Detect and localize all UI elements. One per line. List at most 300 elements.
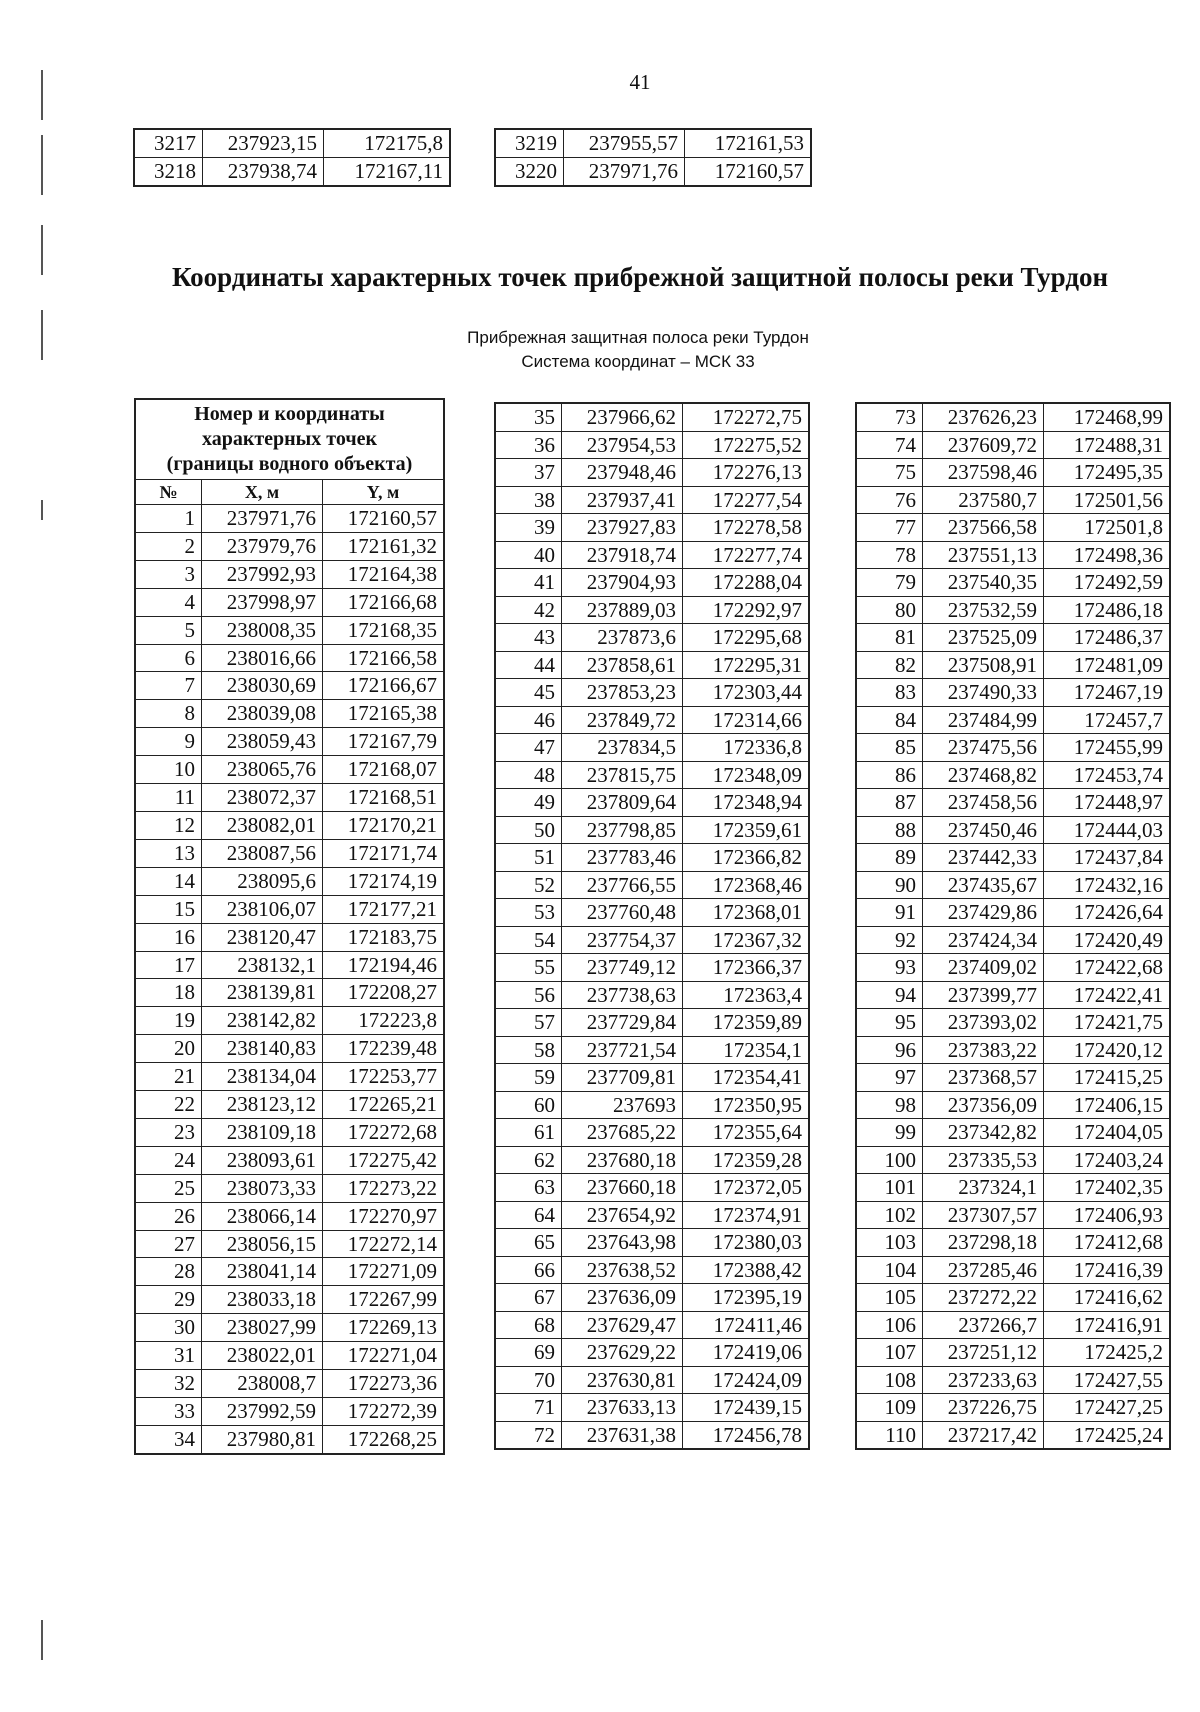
y-coordinate: 172366,37	[683, 954, 810, 982]
x-coordinate: 237458,56	[923, 789, 1044, 817]
x-coordinate: 237834,5	[562, 734, 683, 762]
y-coordinate: 172165,38	[323, 700, 445, 728]
table-row	[495, 1091, 809, 1119]
point-number: 104	[856, 1256, 923, 1284]
table-row	[495, 789, 809, 817]
x-coordinate: 238134,04	[202, 1063, 323, 1091]
point-number: 70	[495, 1366, 562, 1394]
x-coordinate: 237233,63	[923, 1366, 1044, 1394]
x-coordinate: 238106,07	[202, 895, 323, 923]
table-row	[495, 981, 809, 1009]
x-coordinate: 238139,81	[202, 979, 323, 1007]
x-coordinate: 237966,62	[562, 403, 683, 431]
table-row	[495, 1146, 809, 1174]
x-coordinate: 237551,13	[923, 541, 1044, 569]
y-coordinate: 172422,68	[1044, 954, 1171, 982]
subtitle-coordinate-system: Система координат – МСК 33	[521, 352, 755, 371]
point-number: 82	[856, 651, 923, 679]
point-number: 94	[856, 981, 923, 1009]
x-coordinate: 237298,18	[923, 1229, 1044, 1257]
y-coordinate: 172166,67	[323, 672, 445, 700]
point-number: 31	[135, 1342, 202, 1370]
x-coordinate: 237643,98	[562, 1229, 683, 1257]
y-coordinate: 172424,09	[683, 1366, 810, 1394]
table-row	[856, 1339, 1170, 1367]
table-row	[495, 486, 809, 514]
table-row	[856, 1174, 1170, 1202]
x-coordinate: 237638,52	[562, 1256, 683, 1284]
y-coordinate: 172419,06	[683, 1339, 810, 1367]
x-coordinate: 238033,18	[202, 1286, 323, 1314]
table-row	[856, 459, 1170, 487]
table-header-row	[135, 399, 444, 480]
x-coordinate: 238120,47	[202, 923, 323, 951]
y-coordinate: 172481,09	[1044, 651, 1171, 679]
y-coordinate: 172406,15	[1044, 1091, 1171, 1119]
y-coordinate: 172426,64	[1044, 899, 1171, 927]
y-coordinate: 172415,25	[1044, 1064, 1171, 1092]
point-number: 103	[856, 1229, 923, 1257]
y-coordinate: 172171,74	[323, 839, 445, 867]
point-number: 49	[495, 789, 562, 817]
y-coordinate: 172359,28	[683, 1146, 810, 1174]
y-coordinate: 172271,04	[323, 1342, 445, 1370]
table-row	[856, 1311, 1170, 1339]
y-coordinate: 172177,21	[323, 895, 445, 923]
x-coordinate: 237630,81	[562, 1366, 683, 1394]
margin-line	[41, 310, 43, 360]
table-row	[135, 1202, 444, 1230]
y-coordinate: 172374,91	[683, 1201, 810, 1229]
point-number: 6	[135, 644, 202, 672]
x-coordinate: 237738,63	[562, 981, 683, 1009]
table-row	[856, 431, 1170, 459]
point-number: 106	[856, 1311, 923, 1339]
y-coordinate: 172368,01	[683, 899, 810, 927]
x-coordinate: 237954,53	[562, 431, 683, 459]
x-coordinate: 237955,57	[564, 129, 685, 158]
table-row	[135, 1258, 444, 1286]
point-number: 53	[495, 899, 562, 927]
y-coordinate: 172444,03	[1044, 816, 1171, 844]
table-row	[856, 403, 1170, 431]
table-row	[856, 1284, 1170, 1312]
table-row	[135, 839, 444, 867]
point-number: 3218	[134, 158, 203, 187]
x-coordinate: 237815,75	[562, 761, 683, 789]
y-coordinate: 172412,68	[1044, 1229, 1171, 1257]
table-header-title	[135, 399, 444, 480]
y-coordinate: 172272,14	[323, 1230, 445, 1258]
table-row	[495, 1394, 809, 1422]
point-number: 72	[495, 1421, 562, 1449]
table-row	[135, 616, 444, 644]
table-row	[495, 514, 809, 542]
table-row	[495, 1421, 809, 1449]
x-coordinate: 237580,7	[923, 486, 1044, 514]
table-row	[495, 871, 809, 899]
y-coordinate: 172278,58	[683, 514, 810, 542]
table-row	[856, 1119, 1170, 1147]
x-coordinate: 238041,14	[202, 1258, 323, 1286]
y-coordinate: 172167,79	[323, 728, 445, 756]
point-number: 39	[495, 514, 562, 542]
point-number: 18	[135, 979, 202, 1007]
y-coordinate: 172457,7	[1044, 706, 1171, 734]
x-coordinate: 238109,18	[202, 1118, 323, 1146]
table-row	[135, 700, 444, 728]
y-coordinate: 172420,12	[1044, 1036, 1171, 1064]
point-number: 76	[856, 486, 923, 514]
x-coordinate: 237654,92	[562, 1201, 683, 1229]
x-coordinate: 238093,61	[202, 1146, 323, 1174]
table-row	[495, 1119, 809, 1147]
point-number: 69	[495, 1339, 562, 1367]
x-coordinate: 238142,82	[202, 1007, 323, 1035]
x-coordinate: 237923,15	[203, 129, 324, 158]
point-number: 58	[495, 1036, 562, 1064]
x-coordinate: 237858,61	[562, 651, 683, 679]
table-row	[856, 844, 1170, 872]
x-coordinate: 237266,7	[923, 1311, 1044, 1339]
point-number: 54	[495, 926, 562, 954]
table-row	[135, 728, 444, 756]
y-coordinate: 172272,39	[323, 1398, 445, 1426]
x-coordinate: 237393,02	[923, 1009, 1044, 1037]
y-coordinate: 172501,56	[1044, 486, 1171, 514]
y-coordinate: 172420,49	[1044, 926, 1171, 954]
point-number: 3	[135, 560, 202, 588]
x-coordinate: 237356,09	[923, 1091, 1044, 1119]
table-row	[856, 1201, 1170, 1229]
y-coordinate: 172183,75	[323, 923, 445, 951]
point-number: 91	[856, 899, 923, 927]
y-coordinate: 172194,46	[323, 951, 445, 979]
table-row	[135, 672, 444, 700]
margin-line	[41, 500, 43, 520]
y-coordinate: 172348,94	[683, 789, 810, 817]
x-coordinate: 237435,67	[923, 871, 1044, 899]
y-coordinate: 172422,41	[1044, 981, 1171, 1009]
point-number: 13	[135, 839, 202, 867]
point-number: 102	[856, 1201, 923, 1229]
table-row	[135, 1091, 444, 1119]
x-coordinate: 237307,57	[923, 1201, 1044, 1229]
x-coordinate: 237540,35	[923, 569, 1044, 597]
y-coordinate: 172168,51	[323, 784, 445, 812]
y-coordinate: 172175,8	[324, 129, 451, 158]
table-row	[495, 706, 809, 734]
y-coordinate: 172166,58	[323, 644, 445, 672]
point-number: 36	[495, 431, 562, 459]
point-number: 100	[856, 1146, 923, 1174]
y-coordinate: 172268,25	[323, 1425, 445, 1453]
y-coordinate: 172253,77	[323, 1063, 445, 1091]
document-title: Координаты характерных точек прибрежной защитной полосы реки Турдон	[171, 262, 1109, 292]
table-row	[135, 1174, 444, 1202]
y-coordinate: 172265,21	[323, 1091, 445, 1119]
point-number: 21	[135, 1063, 202, 1091]
y-coordinate: 172367,32	[683, 926, 810, 954]
point-number: 77	[856, 514, 923, 542]
coordinates-table-2	[494, 402, 810, 1450]
table-row	[495, 1311, 809, 1339]
x-coordinate: 238008,35	[202, 616, 323, 644]
point-number: 40	[495, 541, 562, 569]
x-coordinate: 237566,58	[923, 514, 1044, 542]
table-row	[135, 756, 444, 784]
point-number: 37	[495, 459, 562, 487]
x-coordinate: 237766,55	[562, 871, 683, 899]
x-coordinate: 237798,85	[562, 816, 683, 844]
x-coordinate: 237685,22	[562, 1119, 683, 1147]
point-number: 51	[495, 844, 562, 872]
y-coordinate: 172427,55	[1044, 1366, 1171, 1394]
x-coordinate: 238132,1	[202, 951, 323, 979]
table-row	[135, 951, 444, 979]
header-line-1: Номер и координаты	[194, 403, 385, 425]
x-coordinate: 237971,76	[564, 158, 685, 187]
table-row	[856, 1394, 1170, 1422]
table-row	[856, 486, 1170, 514]
point-number: 107	[856, 1339, 923, 1367]
y-coordinate: 172439,15	[683, 1394, 810, 1422]
point-number: 52	[495, 871, 562, 899]
x-coordinate: 238066,14	[202, 1202, 323, 1230]
y-coordinate: 172272,75	[683, 403, 810, 431]
table-row	[135, 532, 444, 560]
table-row	[135, 1286, 444, 1314]
table-row	[495, 1201, 809, 1229]
point-number: 81	[856, 624, 923, 652]
point-number: 98	[856, 1091, 923, 1119]
column-header-y: Y, м	[323, 480, 445, 505]
table-row	[495, 679, 809, 707]
table-row	[856, 789, 1170, 817]
y-coordinate: 172314,66	[683, 706, 810, 734]
x-coordinate: 237532,59	[923, 596, 1044, 624]
table-row	[135, 1230, 444, 1258]
point-number: 93	[856, 954, 923, 982]
y-coordinate: 172486,37	[1044, 624, 1171, 652]
x-coordinate: 237409,02	[923, 954, 1044, 982]
y-coordinate: 172404,05	[1044, 1119, 1171, 1147]
y-coordinate: 172348,09	[683, 761, 810, 789]
y-coordinate: 172167,11	[324, 158, 451, 187]
point-number: 108	[856, 1366, 923, 1394]
table-row	[135, 923, 444, 951]
y-coordinate: 172492,59	[1044, 569, 1171, 597]
x-coordinate: 237783,46	[562, 844, 683, 872]
table-row	[495, 1229, 809, 1257]
table-row	[495, 954, 809, 982]
y-coordinate: 172406,93	[1044, 1201, 1171, 1229]
point-number: 59	[495, 1064, 562, 1092]
point-number: 47	[495, 734, 562, 762]
point-number: 48	[495, 761, 562, 789]
table-row	[495, 431, 809, 459]
point-number: 30	[135, 1314, 202, 1342]
x-coordinate: 238008,7	[202, 1370, 323, 1398]
x-coordinate: 237680,18	[562, 1146, 683, 1174]
point-number: 12	[135, 811, 202, 839]
table-row	[856, 734, 1170, 762]
x-coordinate: 238140,83	[202, 1035, 323, 1063]
table-row	[856, 1146, 1170, 1174]
point-number: 19	[135, 1007, 202, 1035]
table-row	[495, 926, 809, 954]
y-coordinate: 172350,95	[683, 1091, 810, 1119]
table-row	[856, 1009, 1170, 1037]
x-coordinate: 237342,82	[923, 1119, 1044, 1147]
point-number: 7	[135, 672, 202, 700]
point-number: 35	[495, 403, 562, 431]
table-row	[856, 706, 1170, 734]
x-coordinate: 237226,75	[923, 1394, 1044, 1422]
point-number: 24	[135, 1146, 202, 1174]
y-coordinate: 172239,48	[323, 1035, 445, 1063]
y-coordinate: 172372,05	[683, 1174, 810, 1202]
table-row	[856, 1256, 1170, 1284]
x-coordinate: 237251,12	[923, 1339, 1044, 1367]
x-coordinate: 237324,1	[923, 1174, 1044, 1202]
x-coordinate: 237889,03	[562, 596, 683, 624]
x-coordinate: 237272,22	[923, 1284, 1044, 1312]
y-coordinate: 172166,68	[323, 588, 445, 616]
table-row	[856, 926, 1170, 954]
table-row	[495, 624, 809, 652]
x-coordinate: 237468,82	[923, 761, 1044, 789]
point-number: 26	[135, 1202, 202, 1230]
point-number: 90	[856, 871, 923, 899]
point-number: 57	[495, 1009, 562, 1037]
point-number: 44	[495, 651, 562, 679]
point-number: 25	[135, 1174, 202, 1202]
y-coordinate: 172275,52	[683, 431, 810, 459]
point-number: 99	[856, 1119, 923, 1147]
y-coordinate: 172271,09	[323, 1258, 445, 1286]
point-number: 14	[135, 867, 202, 895]
point-number: 29	[135, 1286, 202, 1314]
y-coordinate: 172403,24	[1044, 1146, 1171, 1174]
x-coordinate: 237383,22	[923, 1036, 1044, 1064]
y-coordinate: 172292,97	[683, 596, 810, 624]
point-number: 17	[135, 951, 202, 979]
table-row	[135, 560, 444, 588]
point-number: 110	[856, 1421, 923, 1449]
point-number: 27	[135, 1230, 202, 1258]
table-row	[135, 1118, 444, 1146]
y-coordinate: 172168,07	[323, 756, 445, 784]
y-coordinate: 172432,16	[1044, 871, 1171, 899]
table-row	[495, 844, 809, 872]
coordinates-table-3	[855, 402, 1171, 1450]
y-coordinate: 172425,2	[1044, 1339, 1171, 1367]
y-coordinate: 172425,24	[1044, 1421, 1171, 1449]
y-coordinate: 172359,61	[683, 816, 810, 844]
top-table-left	[133, 128, 451, 187]
x-coordinate: 237598,46	[923, 459, 1044, 487]
x-coordinate: 237998,97	[202, 588, 323, 616]
x-coordinate: 237429,86	[923, 899, 1044, 927]
y-coordinate: 172269,13	[323, 1314, 445, 1342]
x-coordinate: 237660,18	[562, 1174, 683, 1202]
y-coordinate: 172427,25	[1044, 1394, 1171, 1422]
y-coordinate: 172208,27	[323, 979, 445, 1007]
x-coordinate: 237849,72	[562, 706, 683, 734]
x-coordinate: 238022,01	[202, 1342, 323, 1370]
y-coordinate: 172277,54	[683, 486, 810, 514]
x-coordinate: 238027,99	[202, 1314, 323, 1342]
y-coordinate: 172295,31	[683, 651, 810, 679]
x-coordinate: 238059,43	[202, 728, 323, 756]
table-row	[856, 569, 1170, 597]
x-coordinate: 237450,46	[923, 816, 1044, 844]
x-coordinate: 238082,01	[202, 811, 323, 839]
x-coordinate: 237633,13	[562, 1394, 683, 1422]
point-number: 3217	[134, 129, 203, 158]
table-row	[856, 1064, 1170, 1092]
y-coordinate: 172277,74	[683, 541, 810, 569]
y-coordinate: 172363,4	[683, 981, 810, 1009]
table-row	[135, 811, 444, 839]
point-number: 86	[856, 761, 923, 789]
point-number: 8	[135, 700, 202, 728]
table-row	[495, 158, 811, 187]
table-row	[856, 1091, 1170, 1119]
point-number: 23	[135, 1118, 202, 1146]
y-coordinate: 172416,91	[1044, 1311, 1171, 1339]
x-coordinate: 237631,38	[562, 1421, 683, 1449]
point-number: 101	[856, 1174, 923, 1202]
table-row	[856, 761, 1170, 789]
table-row	[856, 816, 1170, 844]
y-coordinate: 172160,57	[685, 158, 812, 187]
table-row	[495, 459, 809, 487]
point-number: 45	[495, 679, 562, 707]
point-number: 55	[495, 954, 562, 982]
x-coordinate: 237992,59	[202, 1398, 323, 1426]
table-row	[856, 871, 1170, 899]
point-number: 73	[856, 403, 923, 431]
table-row	[856, 679, 1170, 707]
point-number: 84	[856, 706, 923, 734]
y-coordinate: 172170,21	[323, 811, 445, 839]
y-coordinate: 172161,53	[685, 129, 812, 158]
table-row	[495, 1284, 809, 1312]
point-number: 56	[495, 981, 562, 1009]
y-coordinate: 172267,99	[323, 1286, 445, 1314]
x-coordinate: 237285,46	[923, 1256, 1044, 1284]
y-coordinate: 172174,19	[323, 867, 445, 895]
y-coordinate: 172359,89	[683, 1009, 810, 1037]
y-coordinate: 172456,78	[683, 1421, 810, 1449]
x-coordinate: 237490,33	[923, 679, 1044, 707]
table-row	[856, 514, 1170, 542]
column-header-x: X, м	[202, 480, 323, 505]
point-number: 96	[856, 1036, 923, 1064]
point-number: 10	[135, 756, 202, 784]
x-coordinate: 237609,72	[923, 431, 1044, 459]
point-number: 2	[135, 532, 202, 560]
y-coordinate: 172270,97	[323, 1202, 445, 1230]
column-header-number: №	[135, 480, 202, 505]
table-row	[856, 541, 1170, 569]
point-number: 109	[856, 1394, 923, 1422]
table-row	[495, 651, 809, 679]
point-number: 22	[135, 1091, 202, 1119]
x-coordinate: 237948,46	[562, 459, 683, 487]
